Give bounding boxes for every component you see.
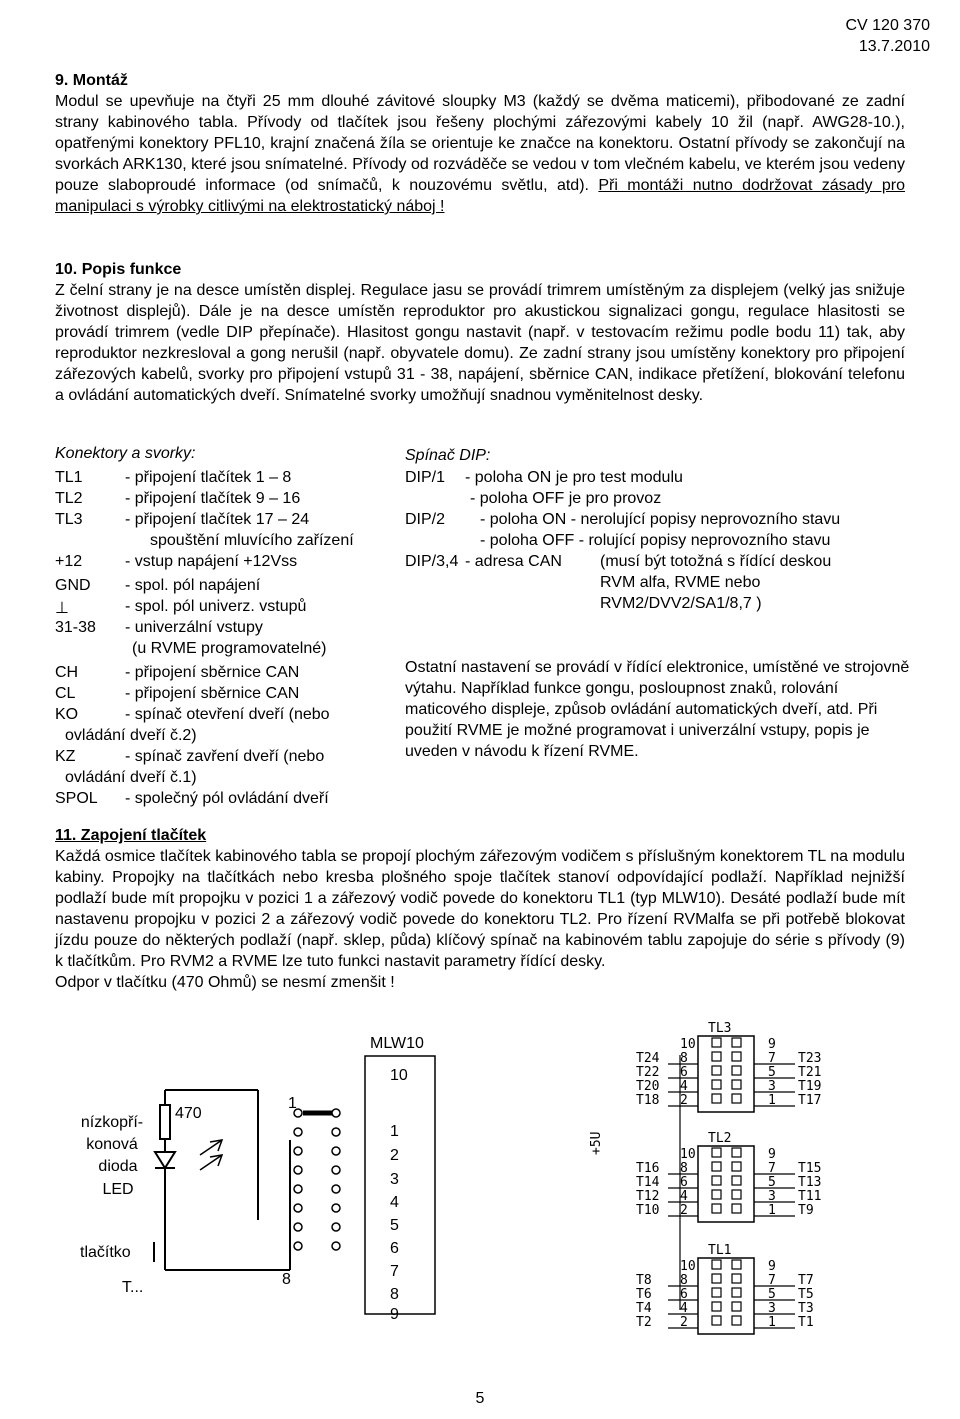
pin-hole (294, 1166, 302, 1174)
mlw-pin-label: 7 (390, 1263, 399, 1280)
section-11-warning: Odpor v tlačítku (470 Ohmů) se nesmí zmenšit ! (55, 974, 395, 991)
connector-block-cell: 7 (768, 1051, 776, 1066)
connector-block-cell: 8 (680, 1273, 688, 1288)
dip-other-note: Ostatní nastavení se provádí v řídící elektronice, umístěné ve strojovně výtahu. Například funkce gongu, posloupnost znaků, rolování maticového displeje, způsob ovládání automatických dveří, atd. Při použití RVME je možné programovat i univerzální vstupy, popis je uveden v návodu k řízení RVME. (405, 659, 910, 760)
pin-hole (294, 1109, 302, 1117)
connector-block-cell: 10 (680, 1147, 696, 1162)
connector-block-cell: 2 (680, 1093, 688, 1108)
led-label-3: dioda (98, 1158, 138, 1175)
connector-block-cell: T14 (636, 1175, 660, 1190)
connector-block-cell: 10 (680, 1259, 696, 1274)
connector-block-cell: 6 (680, 1175, 688, 1190)
connector-block-cell: T11 (798, 1189, 822, 1204)
connector-desc: - připojení sběrnice CAN (125, 685, 300, 702)
connector-desc: - připojení tlačítek 17 – 24 (125, 511, 310, 528)
section-9-title: 9. Montáž (55, 72, 128, 89)
plus5-label: +5U (589, 1131, 604, 1155)
pin-hole (294, 1185, 302, 1193)
connector-block-cell: 5 (768, 1287, 776, 1302)
connector-key: ⊥ (55, 600, 69, 617)
connector-block-cell: 4 (680, 1301, 688, 1316)
connector-block-cell: 7 (768, 1273, 776, 1288)
wiring-diagram (60, 1030, 460, 1330)
connector-block-cell: T24 (636, 1051, 660, 1066)
connector-block-cell: T13 (798, 1175, 822, 1190)
connector-block-cell: 10 (680, 1037, 696, 1052)
doc-id: CV 120 370 (845, 17, 930, 34)
connector-block-cell: T16 (636, 1161, 660, 1176)
page-header (845, 15, 930, 57)
mlw-pin-label: 3 (390, 1171, 399, 1188)
connector-key: KZ (55, 748, 76, 765)
mlw-pins (390, 1067, 408, 1323)
connector-block-cell: T19 (798, 1079, 822, 1094)
pin-hole (332, 1109, 340, 1117)
connector-block-cell: 5 (768, 1065, 776, 1080)
esd-warning: Při montáži nutno dodržovat zásady pro manipulaci s výrobky citlivými na elektrostatický náboj ! (55, 177, 905, 215)
connector-block-cell: T23 (798, 1051, 822, 1066)
connector-blocks (580, 1020, 860, 1340)
dip-desc: - poloha OFF - rolující popisy neprovozního stavu (480, 532, 831, 549)
connector-desc: - vstup napájení +12Vss (125, 553, 298, 570)
connector-block-tl3 (636, 1021, 821, 1112)
t-label: T... (122, 1279, 144, 1296)
pin-hole (332, 1166, 340, 1174)
section-10-body: Z čelní strany je na desce umístěn displej. Regulace jasu se provádí trimrem umístěným za displejem (velký jas snižuje životnost displejů). Dále je na desce umístěn reproduktor pro akustickou signalizaci gongu, regulace hlasitosti se provádí trimrem (vedle DIP přepínače). Hlasitost gongu nastavit (např. v testovacím režimu podle bodu 11) tak, aby reproduktor nezkresloval a gong nerušil (např. obyvatele domu). Ze zadní strany jsou umístěny konektory pro připojení zářezových kabelů, svorky pro připojení vstupů 31 - 38, napájení, sběrnice CAN, indikace přetížení, blokování telefonu a ovládání automatických dveří. Snímatelné svorky umožňují snadnou vyměnitelnost desky. (55, 282, 905, 404)
connector-block-cell: T8 (636, 1273, 652, 1288)
connector-block-cell: 6 (680, 1287, 688, 1302)
connector-block-cell: T18 (636, 1093, 660, 1108)
pin-top-label: 1 (288, 1095, 297, 1112)
connector-block-cell: T10 (636, 1203, 660, 1218)
led-label-1: nízkopří- (80, 1114, 144, 1131)
mlw-pin-label: 2 (390, 1147, 399, 1164)
connector-block-cell: 2 (680, 1315, 688, 1330)
connector-key: 31-38 (55, 619, 96, 636)
doc-date: 13.7.2010 (858, 38, 930, 55)
led-label-4: LED (102, 1181, 134, 1198)
connector-block-cell: 8 (680, 1161, 688, 1176)
resistor-symbol (160, 1105, 170, 1139)
connector-key: SPOL (55, 790, 98, 807)
mlw-pin-label: 4 (390, 1194, 399, 1211)
connector-block-cell: T4 (636, 1301, 652, 1316)
connector-block-name: TL2 (708, 1131, 732, 1146)
mlw-pin-label: 9 (390, 1306, 399, 1323)
connector-block-tl1 (636, 1243, 814, 1334)
connector-block-cell: T20 (636, 1079, 660, 1094)
pin-hole (332, 1185, 340, 1193)
connector-block-cell: T6 (636, 1287, 652, 1302)
connector-block-cell: 6 (680, 1065, 688, 1080)
section-11-body: Každá osmice tlačítek kabinového tabla se propojí plochým zářezovým vodičem s příslušným konektorem TL na modulu kabiny. Propojky na tlačítkách nebo kresba plošného spoje tlačítek stanoví odpovídající podlaží. Například nejnižší podlaží bude mít propojku v pozici 1 a zářezový vodič povede do konektoru TL1 (typ MLW10). Desáté podlaží bude mít nastavenu propojku v pozici 2 a zářezový vodič povede do konektoru TL2. Pro řízení RVMalfa se při potřebě blokovat jízdu pouze do některých podlaží (např. sklep, půda) klíčový spínač na kabinovém tablu zapojuje do série s přívody (9) k tlačítkům. Pro RVM2 a RVME lze tuto funkci nastavit parametry řídící desky. (55, 848, 905, 970)
connector-block-cell: T9 (798, 1203, 814, 1218)
connector-block-cell: 1 (768, 1093, 776, 1108)
connector-block-cell: T21 (798, 1065, 822, 1080)
connector-block-name: TL1 (708, 1243, 732, 1258)
connector-block-cell: 2 (680, 1203, 688, 1218)
pin-bottom-label: 8 (282, 1271, 291, 1288)
connector-block-cell: 5 (768, 1175, 776, 1190)
section-11 (55, 825, 905, 993)
connector-desc: ovládání dveří č.1) (65, 769, 197, 786)
connector-desc: spouštění mluvícího zařízení (150, 532, 354, 549)
connector-block-name: TL3 (708, 1021, 732, 1036)
connector-block-cell: 9 (768, 1037, 776, 1052)
connector-block-cell: T7 (798, 1273, 814, 1288)
pin-hole (332, 1147, 340, 1155)
pin-hole (294, 1147, 302, 1155)
connector-desc: - připojení tlačítek 9 – 16 (125, 490, 301, 507)
dip-desc: - poloha ON je pro test modulu (465, 469, 683, 486)
connector-block-cell: T22 (636, 1065, 660, 1080)
section-9-body (55, 91, 905, 217)
connector-block-cell: T3 (798, 1301, 814, 1316)
connector-block-tl2 (636, 1131, 821, 1222)
mlw-pin-label: 5 (390, 1217, 399, 1234)
pin-hole (294, 1223, 302, 1231)
pin-hole (332, 1242, 340, 1250)
pin-hole (332, 1128, 340, 1136)
led-diode-icon (155, 1152, 175, 1168)
connector-block-cell: T17 (798, 1093, 822, 1108)
led-label-2: konová (86, 1136, 138, 1153)
section-10-title: 10. Popis funkce (55, 261, 182, 278)
dip-key: DIP/3,4 (405, 553, 459, 570)
dip-desc: (musí být totožná s řídící deskou (600, 553, 832, 570)
connector-key: TL2 (55, 490, 83, 507)
connector-desc: - univerzální vstupy (125, 619, 263, 636)
mlw-title: MLW10 (370, 1035, 424, 1052)
dip-key: DIP/2 (405, 511, 446, 528)
connector-block-cell: T5 (798, 1287, 814, 1302)
dip-key: DIP/1 (405, 469, 446, 486)
connector-block-cell: 8 (680, 1051, 688, 1066)
connector-block-cell: 1 (768, 1315, 776, 1330)
connector-key: TL3 (55, 511, 83, 528)
connector-block-cell: 9 (768, 1147, 776, 1162)
mlw-pin-label: 6 (390, 1240, 399, 1257)
connector-desc: ovládání dveří č.2) (65, 727, 197, 744)
connector-desc: - spínač otevření dveří (nebo (125, 706, 330, 723)
page-number: 5 (475, 1390, 485, 1407)
pin-hole (294, 1204, 302, 1212)
connector-key: CH (55, 664, 79, 681)
pin-hole (332, 1223, 340, 1231)
connector-block-cell: 3 (768, 1189, 776, 1204)
connector-key: CL (55, 685, 76, 702)
section-11-title: 11. Zapojení tlačítek (55, 827, 207, 844)
connector-block-cell: 4 (680, 1189, 688, 1204)
connector-desc: - spínač zavření dveří (nebo (125, 748, 325, 765)
connector-block-cell: 9 (768, 1259, 776, 1274)
connector-block-cell: 4 (680, 1079, 688, 1094)
connector-desc: - připojení sběrnice CAN (125, 664, 300, 681)
connector-block-cell: T2 (636, 1315, 652, 1330)
pin-circles (294, 1109, 340, 1250)
pin-hole (294, 1242, 302, 1250)
connectors-heading: Konektory a svorky: (55, 445, 196, 462)
button-label: tlačítko (80, 1244, 131, 1261)
pin-hole (332, 1204, 340, 1212)
dip-desc: - adresa CAN (465, 553, 562, 570)
section-10 (55, 259, 905, 406)
connector-key: KO (55, 706, 79, 723)
connector-block-cell: T12 (636, 1189, 660, 1204)
dip-desc: - poloha ON - nerolující popisy neprovozního stavu (480, 511, 841, 528)
connector-block-cell: T15 (798, 1161, 822, 1176)
dip-desc: RVM alfa, RVME nebo (600, 574, 761, 591)
connector-desc: - připojení tlačítek 1 – 8 (125, 469, 292, 486)
connector-key: TL1 (55, 469, 83, 486)
connector-block-cell: 3 (768, 1301, 776, 1316)
connector-block-cell: 7 (768, 1161, 776, 1176)
dip-desc: - poloha OFF je pro provoz (470, 490, 662, 507)
connector-desc: - spol. pól univerz. vstupů (125, 598, 307, 615)
connector-desc: - společný pól ovládání dveří (125, 790, 329, 807)
connector-key: +12 (55, 553, 83, 570)
connector-block-cell: 1 (768, 1203, 776, 1218)
dip-heading: Spínač DIP: (405, 447, 491, 464)
mlw-connector (365, 1056, 435, 1314)
connector-block-cell: 3 (768, 1079, 776, 1094)
section-9-text: Modul se upevňuje na čtyři 25 mm dlouhé závitové sloupky M3 (každý se dvěma maticemi), přibodované ze zadní strany kabinového tabla. Přívody od tlačítek jsou řešeny plochými zářezovými kabely 10 žil (např. AWG28-10.), opatřenými konektory PFL10, krajní značená žíla se orientuje ke značce na konektoru. Ostatní přívody se zakončují na svorkách ARK130, které jsou snímatelné. Přívody od rozváděče se vedou v tom vlečném kabelu, ve kterém jsou vedeny pouze slaboproudé informace (od snímačů, k nouzovému světlu, atd). (55, 93, 905, 194)
connector-block-cell: T1 (798, 1315, 814, 1330)
mlw-pin-label: 1 (390, 1123, 399, 1140)
dip-desc: RVM2/DVV2/SA1/8,7 ) (600, 595, 762, 612)
resistor-label: 470 (175, 1105, 202, 1122)
connector-desc: (u RVME programovatelné) (132, 640, 327, 657)
mlw-pin-label: 10 (390, 1067, 408, 1084)
section-9 (55, 70, 905, 217)
pin-hole (294, 1128, 302, 1136)
mlw-pin-label: 8 (390, 1286, 399, 1303)
connector-desc: - spol. pól napájení (125, 577, 261, 594)
connector-key: GND (55, 577, 91, 594)
